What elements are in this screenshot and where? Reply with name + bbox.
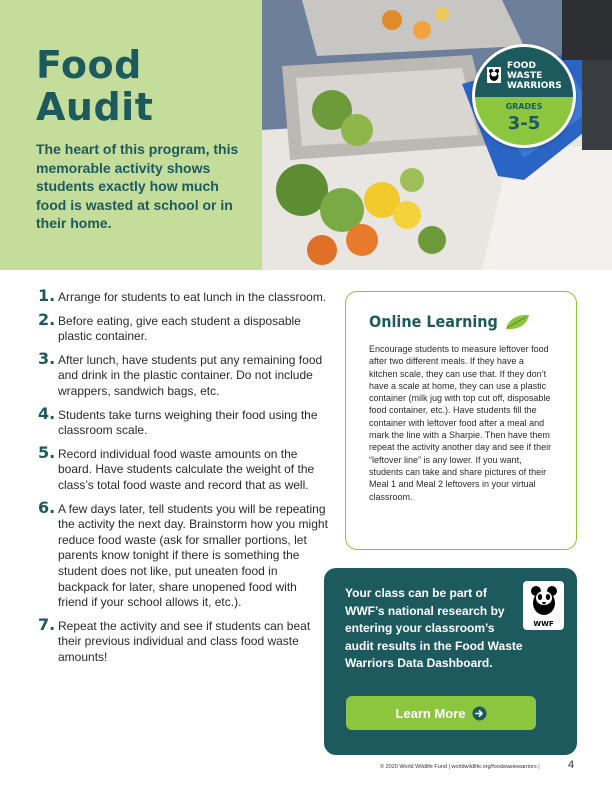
badge-program-line-2: WARRIORS [507, 81, 562, 91]
step-number: 5. [38, 442, 56, 462]
step-text: Before eating, give each student a disposable plastic container. [58, 313, 301, 344]
badge-grades-range: 3-5 [507, 113, 541, 134]
dashboard-callout-text: Your class can be part of WWF’s national research by entering your classroom’s audit results in the Food Waste Warriors Data Dashboard. [345, 586, 523, 670]
step-text: Repeat the activity and see if students can beat their previous individual and class food waste amounts! [58, 618, 311, 664]
badge-program-name [507, 61, 569, 91]
step-item [38, 442, 328, 494]
wwf-panda-icon [487, 67, 501, 83]
step-text: After lunch, have students put any remaining food and drink in the plastic container. Do not include wrappers, sandwich bags, etc. [58, 352, 323, 398]
step-item [38, 403, 328, 439]
step-item [38, 614, 328, 666]
steps-list [38, 286, 328, 665]
step-number: 2. [38, 309, 56, 329]
dashboard-callout [324, 568, 577, 755]
badge-grades-label: GRADES [505, 102, 543, 111]
step-item [38, 309, 328, 345]
step-text: Students take turns weighing their food using the classroom scale. [58, 407, 318, 438]
arrow-right-circle-icon [472, 706, 487, 721]
step-text: A few days later, tell students you will be repeating the activity the next day. Brainstorm how you might reduce food waste (ask for smaller portions, let parents know tonight if there is something the student does not like, put uneaten food in backpack for later, share unopened food with friend if your school allows it, etc.). [58, 501, 328, 610]
wwf-panda-icon [529, 584, 559, 616]
step-item [38, 286, 328, 306]
step-number: 7. [38, 614, 56, 634]
step-number: 6. [38, 497, 56, 517]
learn-more-button[interactable] [346, 696, 536, 730]
online-learning-title: Online Learning [369, 312, 498, 331]
wwf-logo [523, 581, 564, 630]
food-waste-photo [262, 0, 612, 270]
intro-text: The heart of this program, this memorable activity shows students exactly how much food is wasted at school or in their home. [36, 141, 239, 231]
online-learning-header [369, 312, 554, 331]
step-text: Arrange for students to eat lunch in the classroom. [58, 290, 327, 304]
wwf-logo-text: WWF [533, 620, 554, 628]
step-number: 4. [38, 403, 56, 423]
step-text: Record individual food waste amounts on the board. Have students calculate the weight of the class’s total food waste and record that as well. [58, 446, 315, 492]
footer-text: © 2020 World Wildlife Fund | worldwildlife.org/foodwastewarriors | [380, 764, 540, 770]
step-item [38, 348, 328, 400]
step-number: 3. [38, 348, 56, 368]
learn-more-label: Learn More [395, 705, 466, 721]
title-line-2: Audit [36, 85, 154, 129]
badge-program-line-1: FOOD WASTE [507, 61, 543, 81]
grade-badge [472, 44, 576, 148]
step-number: 1. [38, 286, 56, 305]
header-panel [0, 0, 262, 270]
online-learning-box [345, 291, 577, 550]
title-line-1: Food [36, 43, 142, 87]
page-number: 4 [568, 759, 575, 771]
online-learning-body: Encourage students to measure leftover food after two different meals. If they have a kitchen scale, they can use that. If they don’t have a scale at home, they can use a plastic container (milk jug with top cut off, disposable food container, etc.). Have students fill the container with leftover food after a meal and mark the line with a Sharpie. Then have them repeat the activity another day and see if their “leftover line” is any lower. If you want, students can take and share pictures of their Meal 1 and Meal 2 leftovers in your virtual classroom. [369, 344, 552, 502]
step-item [38, 497, 328, 611]
page-title [36, 44, 153, 128]
leaf-icon [504, 313, 530, 331]
